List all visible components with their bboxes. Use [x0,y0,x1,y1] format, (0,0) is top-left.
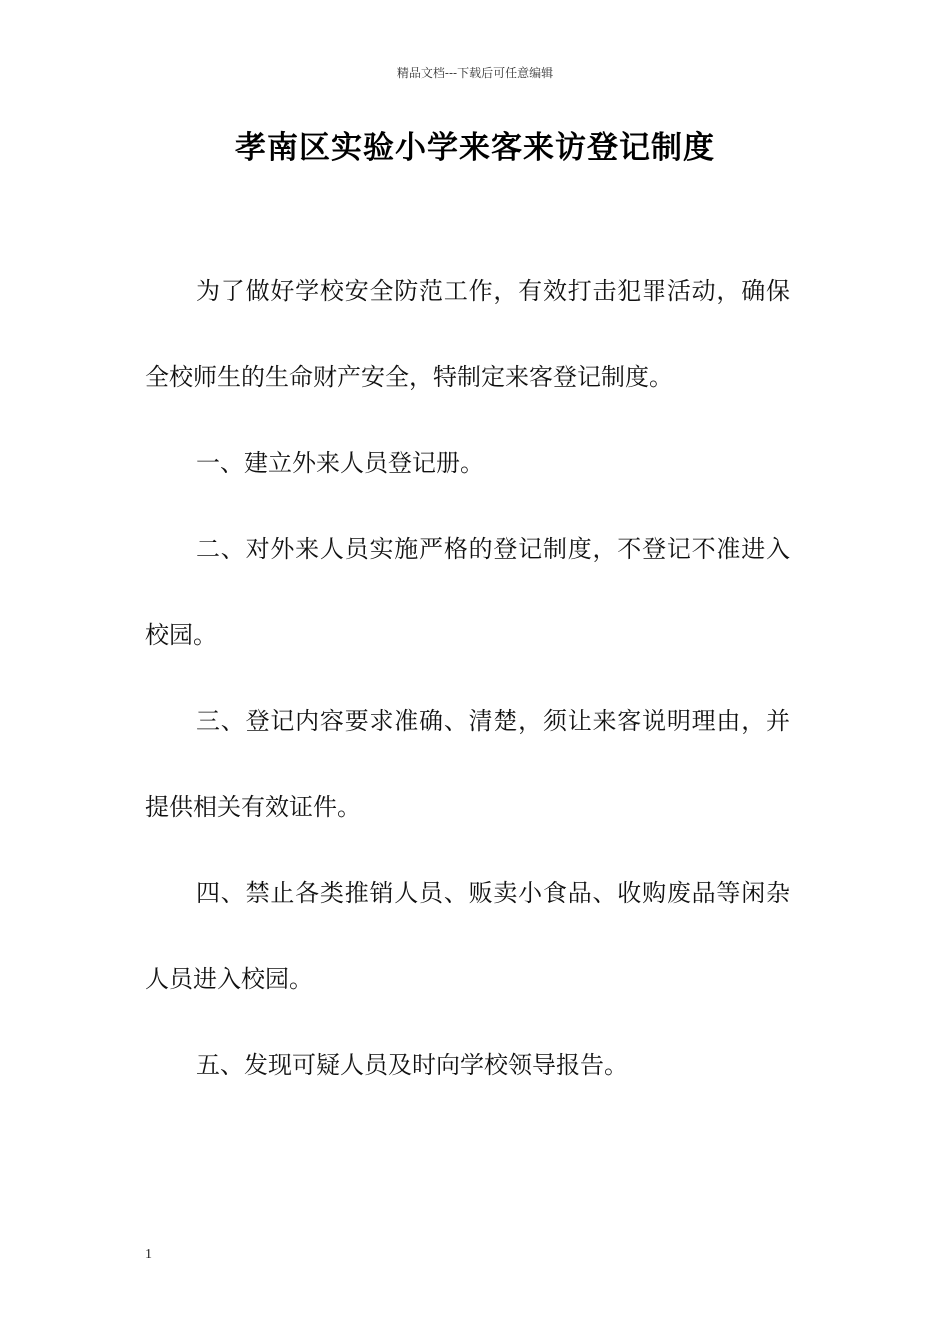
page-header: 精品文档---下载后可任意编辑 [396,66,554,80]
document-title: 孝南区实验小学来客来访登记制度 [235,130,715,166]
rule-five-paragraph: 五、发现可疑人员及时向学校领导报告。 [196,1051,628,1079]
intro-paragraph: 为了做好学校安全防范工作，有效打击犯罪活动，确保全校师生的生命财产安全，特制定来客登记制度。 [145,277,790,391]
document-body [145,248,790,1108]
page-number: 1 [145,1247,152,1262]
rule-four-paragraph: 四、禁止各类推销人员、贩卖小食品、收购废品等闲杂人员进入校园。 [145,879,790,993]
rule-one-paragraph: 一、建立外来人员登记册。 [196,449,484,477]
rule-three-paragraph: 三、登记内容要求准确、清楚，须让来客说明理由，并提供相关有效证件。 [145,707,790,821]
rule-two-paragraph: 二、对外来人员实施严格的登记制度，不登记不准进入校园。 [145,535,790,649]
